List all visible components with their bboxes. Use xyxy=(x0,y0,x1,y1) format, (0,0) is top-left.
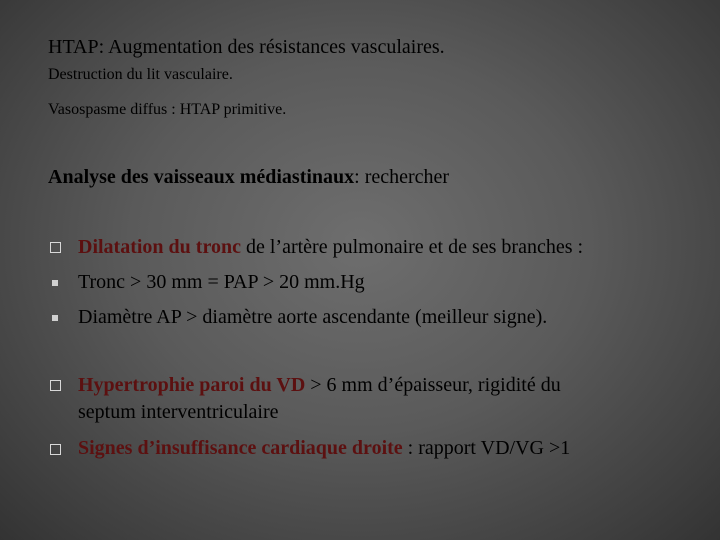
item-dilatation xyxy=(78,236,583,259)
analysis-bold: Analyse des vaisseaux médiastinaux xyxy=(48,166,355,188)
subitem-tronc: Tronc > 30 mm = PAP > 20 mm.Hg xyxy=(78,271,365,293)
item-signes-rest: : rapport VD/VG >1 xyxy=(402,437,571,459)
square-bullet-icon xyxy=(52,315,58,321)
item-hypertrophie-line2: septum interventriculaire xyxy=(78,401,279,423)
title-line: HTAP: Augmentation des résistances vasculaires. xyxy=(48,36,445,58)
checkbox-bullet-icon xyxy=(50,380,61,391)
square-bullet-icon xyxy=(52,280,58,286)
item-dilatation-highlight: Dilatation du tronc xyxy=(78,236,241,258)
item-signes xyxy=(78,437,570,460)
subitem-diametre: Diamètre AP > diamètre aorte ascendante (meilleur signe). xyxy=(78,306,548,328)
item-hypertrophie xyxy=(78,374,561,397)
analysis-rest: : rechercher xyxy=(354,166,450,188)
analysis-heading xyxy=(48,166,449,189)
checkbox-bullet-icon xyxy=(50,242,61,253)
subpoint-destruction: Destruction du lit vasculaire. xyxy=(48,66,233,83)
item-signes-highlight: Signes d’insuffisance cardiaque droite xyxy=(78,437,403,459)
subpoint-vasospasme: Vasospasme diffus : HTAP primitive. xyxy=(48,101,287,118)
item-hypertrophie-highlight: Hypertrophie paroi du VD xyxy=(78,374,306,396)
checkbox-bullet-icon xyxy=(50,444,61,455)
item-dilatation-rest: de l’artère pulmonaire et de ses branches : xyxy=(240,236,584,258)
item-hypertrophie-rest: > 6 mm d’épaisseur, rigidité du xyxy=(305,374,561,396)
